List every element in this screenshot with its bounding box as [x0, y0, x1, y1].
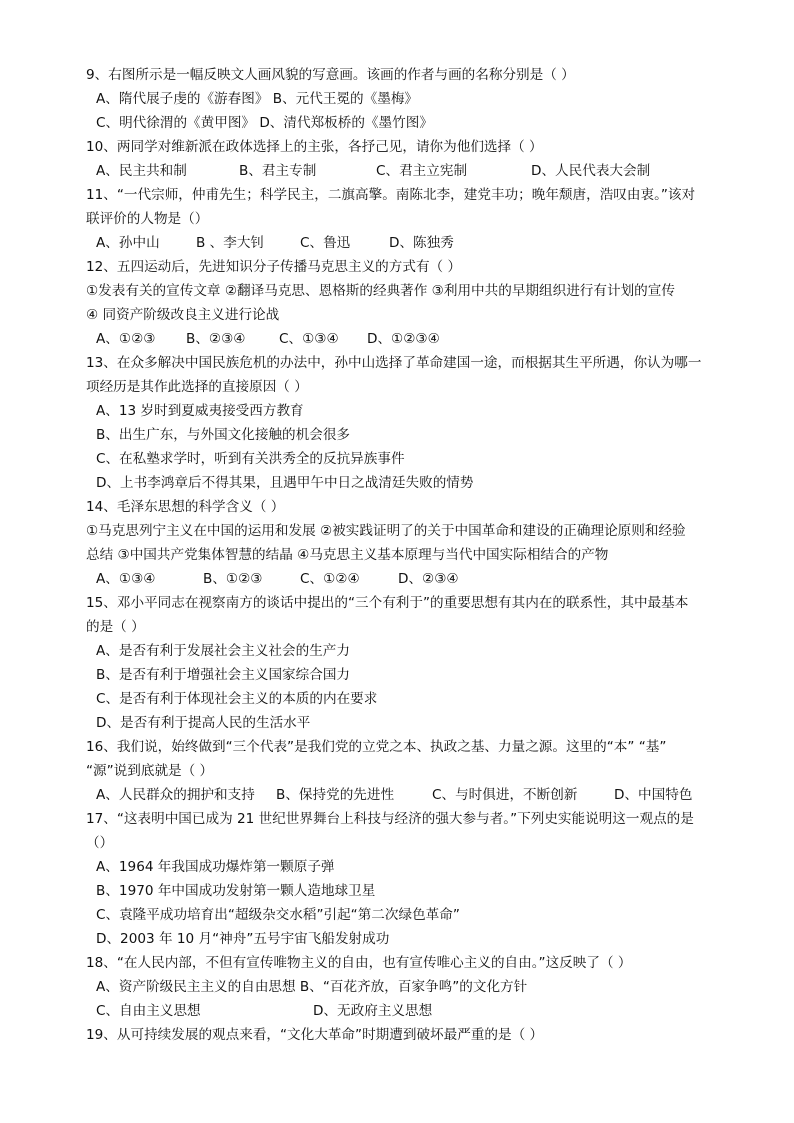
question-13-option-a: A、13 岁时到夏威夷接受西方教育 [96, 403, 304, 419]
question-12-items-line1: ①发表有关的宣传文章 ②翻译马克思、恩格斯的经典著作 ③利用中共的早期组织进行有计划的宣传 [86, 283, 675, 299]
question-9-options-ab: A、隋代展子虔的《游春图》 B、元代王冕的《墨梅》 [96, 91, 419, 107]
question-17-stem-line2: （） [86, 835, 114, 851]
question-18-option-c: C、自由主义思想 [96, 1003, 201, 1019]
question-12-option-a: A、①②③ [96, 331, 156, 347]
question-16-option-a: A、人民群众的拥护和支持 [96, 787, 255, 803]
question-11-stem-line1: 11、“一代宗师，仲甫先生；科学民主，二旗高擎。南陈北李，建党丰功；晚年颓唐，浩叹由衷。”该对 [86, 187, 696, 203]
question-19-stem: 19、从可持续发展的观点来看，“文化大革命”时期遭到破坏最严重的是（ ） [86, 1027, 544, 1043]
question-14-option-a: A、①③④ [96, 571, 156, 587]
question-15-option-d: D、是否有利于提高人民的生活水平 [96, 715, 311, 731]
question-10-stem: 10、两同学对维新派在政体选择上的主张，各抒己见，请你为他们选择（ ） [86, 139, 543, 155]
question-12-stem: 12、五四运动后，先进知识分子传播马克思主义的方式有（ ） [86, 259, 462, 275]
question-17-option-d: D、2003 年 10 月“神舟”五号宇宙飞船发射成功 [96, 931, 390, 947]
question-12-options [0, 330, 794, 348]
question-17-option-a: A、1964 年我国成功爆炸第一颗原子弹 [96, 859, 335, 875]
question-14-options [0, 570, 794, 588]
question-13-stem-line1: 13、在众多解决中国民族危机的办法中，孙中山选择了革命建国一途，而根据其生平所遇，你认为哪一 [86, 355, 702, 371]
question-11-option-c: C、鲁迅 [300, 235, 351, 251]
question-10-option-d: D、人民代表大会制 [531, 163, 651, 179]
question-10-option-c: C、君主立宪制 [376, 163, 468, 179]
question-11-stem-line2: 联评价的人物是（） [86, 211, 209, 227]
question-10-options [0, 162, 794, 180]
question-16-options [0, 786, 794, 804]
question-16-stem-line2: “源”说到底就是（ ） [86, 763, 214, 779]
question-15-option-c: C、是否有利于体现社会主义的本质的内在要求 [96, 691, 378, 707]
question-13-option-b: B、出生广东，与外国文化接触的机会很多 [96, 427, 351, 443]
question-9-stem: 9、右图所示是一幅反映文人画风貌的写意画。该画的作者与画的名称分别是（ ） [86, 67, 575, 83]
question-13-option-c: C、在私塾求学时，听到有关洪秀全的反抗异族事件 [96, 451, 405, 467]
question-14-option-b: B、①②③ [203, 571, 263, 587]
question-18-option-d: D、无政府主义思想 [313, 1003, 433, 1019]
question-14-stem: 14、毛泽东思想的科学含义（ ） [86, 499, 285, 515]
question-14-option-c: C、①②④ [300, 571, 360, 587]
question-11-option-b: B 、李大钊 [196, 235, 265, 251]
question-10-option-b: B、君主专制 [239, 163, 317, 179]
question-17-stem-line1: 17、“这表明中国已成为 21 世纪世界舞台上科技与经济的强大参与者。”下列史实能说明这一观点的是 [86, 811, 694, 827]
question-15-option-b: B、是否有利于增强社会主义国家综合国力 [96, 667, 351, 683]
question-17-option-c: C、袁隆平成功培育出“超级杂交水稻”引起“第二次绿色革命” [96, 907, 460, 923]
question-14-option-d: D、②③④ [398, 571, 459, 587]
question-16-option-b: B、保持党的先进性 [276, 787, 395, 803]
question-12-option-c: C、①③④ [279, 331, 339, 347]
question-18-options-ab: A、资产阶级民主主义的自由思想 B、“百花齐放，百家争鸣”的文化方针 [96, 979, 528, 995]
question-13-stem-line2: 项经历是其作此选择的直接原因（ ） [86, 379, 308, 395]
question-16-option-c: C、与时俱进，不断创新 [432, 787, 578, 803]
question-18-options-cd [0, 1002, 794, 1020]
question-15-stem-line1: 15、邓小平同志在视察南方的谈话中提出的“三个有利于”的重要思想有其内在的联系性，其中最基本 [86, 595, 689, 611]
question-12-items-line2: ④ 同资产阶级改良主义进行论战 [86, 307, 280, 323]
question-11-options [0, 234, 794, 252]
question-14-items-line1: ①马克思列宁主义在中国的运用和发展 ②被实践证明了的关于中国革命和建设的正确理论原则和经验 [86, 523, 686, 539]
question-14-items-line2: 总结 ③中国共产党集体智慧的结晶 ④马克思主义基本原理与当代中国实际相结合的产物 [86, 547, 609, 563]
question-11-option-d: D、陈独秀 [389, 235, 454, 251]
question-13-option-d: D、上书李鸿章后不得其果，且遇甲午中日之战清廷失败的情势 [96, 475, 474, 491]
question-16-stem-line1: 16、我们说，始终做到“三个代表”是我们党的立党之本、执政之基、力量之源。这里的“本” “基” [86, 739, 667, 755]
question-11-option-a: A、孙中山 [96, 235, 160, 251]
question-16-option-d: D、中国特色 [614, 787, 693, 803]
question-9-options-cd: C、明代徐渭的《黄甲图》 D、清代郑板桥的《墨竹图》 [96, 115, 433, 131]
question-12-option-d: D、①②③④ [367, 331, 440, 347]
question-17-option-b: B、1970 年中国成功发射第一颗人造地球卫星 [96, 883, 376, 899]
question-10-option-a: A、民主共和制 [96, 163, 187, 179]
question-15-option-a: A、是否有利于发展社会主义社会的生产力 [96, 643, 350, 659]
question-18-stem: 18、“在人民内部，不但有宣传唯物主义的自由，也有宣传唯心主义的自由。”这反映了（ ） [86, 955, 632, 971]
question-12-option-b: B、②③④ [186, 331, 246, 347]
question-15-stem-line2: 的是（ ） [86, 619, 145, 635]
